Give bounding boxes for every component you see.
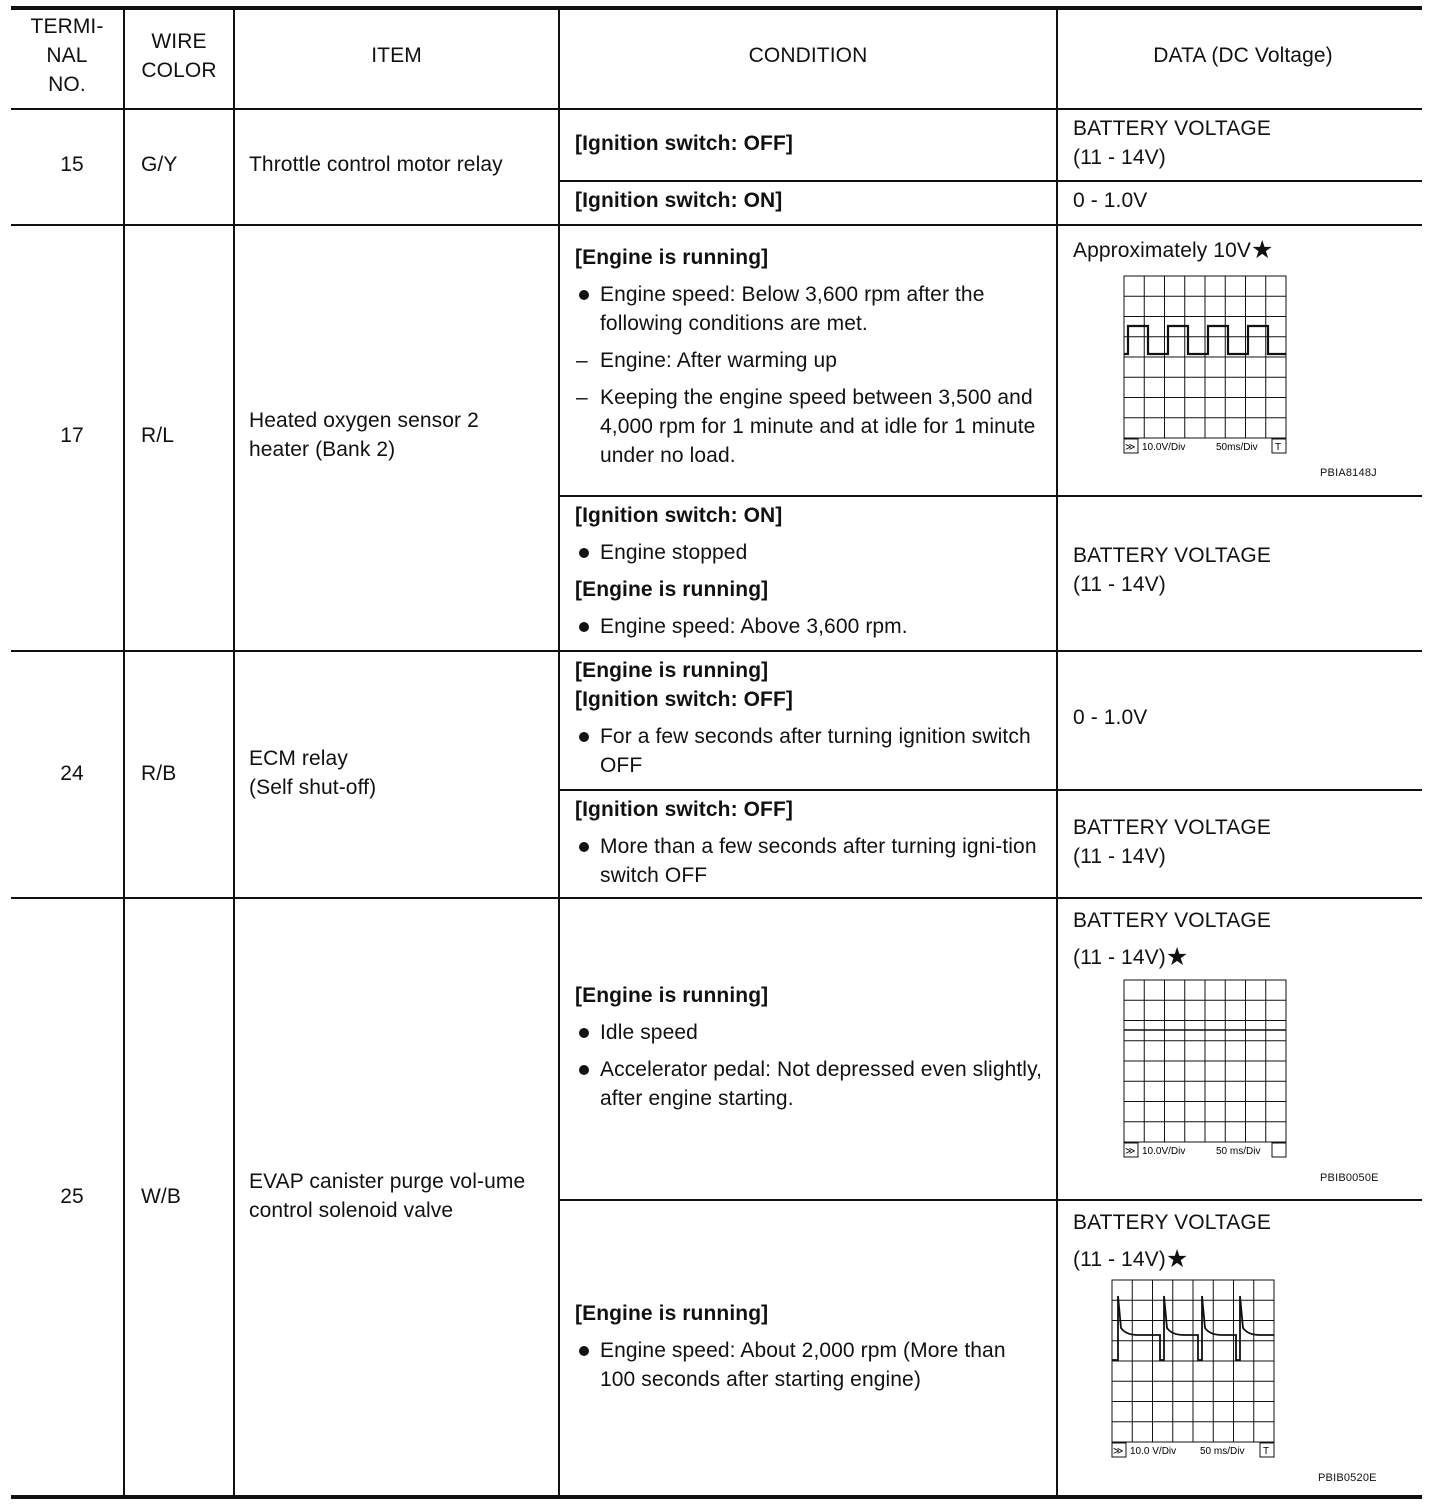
data-line: (11 - 14V) [1073,1248,1166,1271]
row-rule [11,650,1422,652]
oscilloscope-flat-line [1120,978,1292,1163]
star-icon: ★ [1250,236,1274,264]
header-data: DATA (DC Voltage) [1153,44,1333,67]
condition-title: [Ignition switch: OFF] [575,688,793,711]
condition-bullet: For a few seconds after turning ignition switch OFF [575,722,1045,780]
condition-title: [Engine is running] [575,984,769,1007]
scope-chevron: ≫ [1125,1146,1136,1157]
scope-volt-div: 10.0 V/Div [1130,1446,1177,1457]
table-top-rule [11,6,1422,10]
data-value [1073,813,1271,871]
figure-code: PBIB0050E [1320,1172,1379,1184]
subrow-rule [558,495,1422,497]
condition-title: [Ignition switch: OFF] [575,798,793,821]
condition-bullet: Engine speed: About 2,000 rpm (More than 100 seconds after starting engine) [575,1336,1045,1394]
data-line: BATTERY VOLTAGE [1073,544,1271,567]
wire-color: R/B [141,762,177,785]
condition-title: [Ignition switch: ON] [575,504,783,527]
data-value: 0 - 1.0V [1073,189,1148,212]
wire-color: G/Y [141,153,178,176]
oscilloscope-pulse-wave [1108,1278,1280,1463]
terminal-number: 15 [60,153,84,176]
condition-block [575,981,1045,1121]
terminal-number: 25 [60,1185,84,1208]
condition-block [575,1299,1045,1402]
data-line: BATTERY VOLTAGE [1073,816,1271,839]
condition-title: [Engine is running] [575,578,769,601]
item-name: Heated oxygen sensor 2 heater (Bank 2) [249,409,479,461]
column-rule [1056,8,1058,1496]
scope-trigger: T [1263,1446,1270,1457]
item-name: Throttle control motor relay [249,153,503,176]
subrow-rule [558,1199,1422,1201]
data-line: BATTERY VOLTAGE [1073,1211,1271,1234]
oscilloscope-square-wave [1120,274,1292,459]
condition-bullet: Engine stopped [575,538,1045,567]
scope-chevron: ≫ [1113,1446,1124,1457]
condition-block [575,501,1045,649]
data-line: Approximately 10V [1073,239,1251,262]
data-value [1073,541,1271,599]
data-value [1073,236,1273,265]
scope-time-div: 50 ms/Div [1200,1446,1245,1457]
scope-volt-div: 10.0V/Div [1142,442,1186,453]
data-value: 0 - 1.0V [1073,706,1148,729]
table-bottom-rule [11,1495,1422,1499]
scope-volt-div: 10.0V/Div [1142,1146,1186,1157]
condition-subitem: – Keeping the engine speed between 3,500 and 4,000 rpm for 1 minute and at idle for 1 minute under no load. [575,383,1045,470]
condition-title: [Engine is running] [575,659,769,682]
data-line: BATTERY VOLTAGE [1073,909,1271,932]
header-terminal: TERMI- NAL NO. [30,15,104,96]
header-condition: CONDITION [748,44,868,67]
data-line: (11 - 14V) [1073,573,1166,596]
data-line: (11 - 14V) [1073,946,1166,969]
subrow-rule [558,789,1422,791]
condition-title: [Engine is running] [575,1302,769,1325]
condition-bullet: Engine speed: Below 3,600 rpm after the following conditions are met. [575,280,1045,338]
terminal-number: 24 [60,762,84,785]
figure-code: PBIB0520E [1318,1472,1377,1484]
condition-subitem: – Engine: After warming up [575,346,1045,375]
condition-title: [Ignition switch: ON] [575,189,783,212]
data-value [1073,114,1271,172]
figure-code: PBIA8148J [1320,467,1377,479]
terminal-number: 17 [60,424,84,447]
data-line: (11 - 14V) [1073,146,1166,169]
condition-bullet: Accelerator pedal: Not depressed even slightly, after engine starting. [575,1055,1045,1113]
data-line: BATTERY VOLTAGE [1073,117,1271,140]
scope-trigger: T [1275,442,1282,453]
condition-block [575,656,1045,788]
data-line: (11 - 14V) [1073,845,1166,868]
condition-block [575,243,1045,478]
scope-time-div: 50 ms/Div [1216,1146,1261,1157]
item-name: ECM relay (Self shut-off) [249,747,377,799]
data-value [1073,903,1271,976]
column-rule [123,8,125,1496]
condition-block [575,795,1045,898]
column-rule [233,8,235,1496]
column-rule [558,8,560,1496]
condition-title: [Ignition switch: OFF] [575,132,793,155]
star-icon: ★ [1165,1245,1189,1273]
header-rule [11,108,1422,110]
condition-bullet: Engine speed: Above 3,600 rpm. [575,612,1045,641]
condition-title: [Engine is running] [575,246,769,269]
wire-color: R/L [141,424,174,447]
subrow-rule [558,180,1422,182]
condition-bullet: Idle speed [575,1018,1045,1047]
scope-time-div: 50ms/Div [1216,442,1258,453]
wire-color: W/B [141,1185,181,1208]
header-item: ITEM [371,44,422,67]
scope-chevron: ≫ [1125,442,1136,453]
data-value [1073,1205,1271,1278]
header-wire-color: WIRE COLOR [141,30,217,82]
row-rule [11,224,1422,226]
condition-bullet: More than a few seconds after turning igni-tion switch OFF [575,832,1045,890]
star-icon: ★ [1165,943,1189,971]
item-name: EVAP canister purge vol-ume control solenoid valve [249,1170,526,1222]
